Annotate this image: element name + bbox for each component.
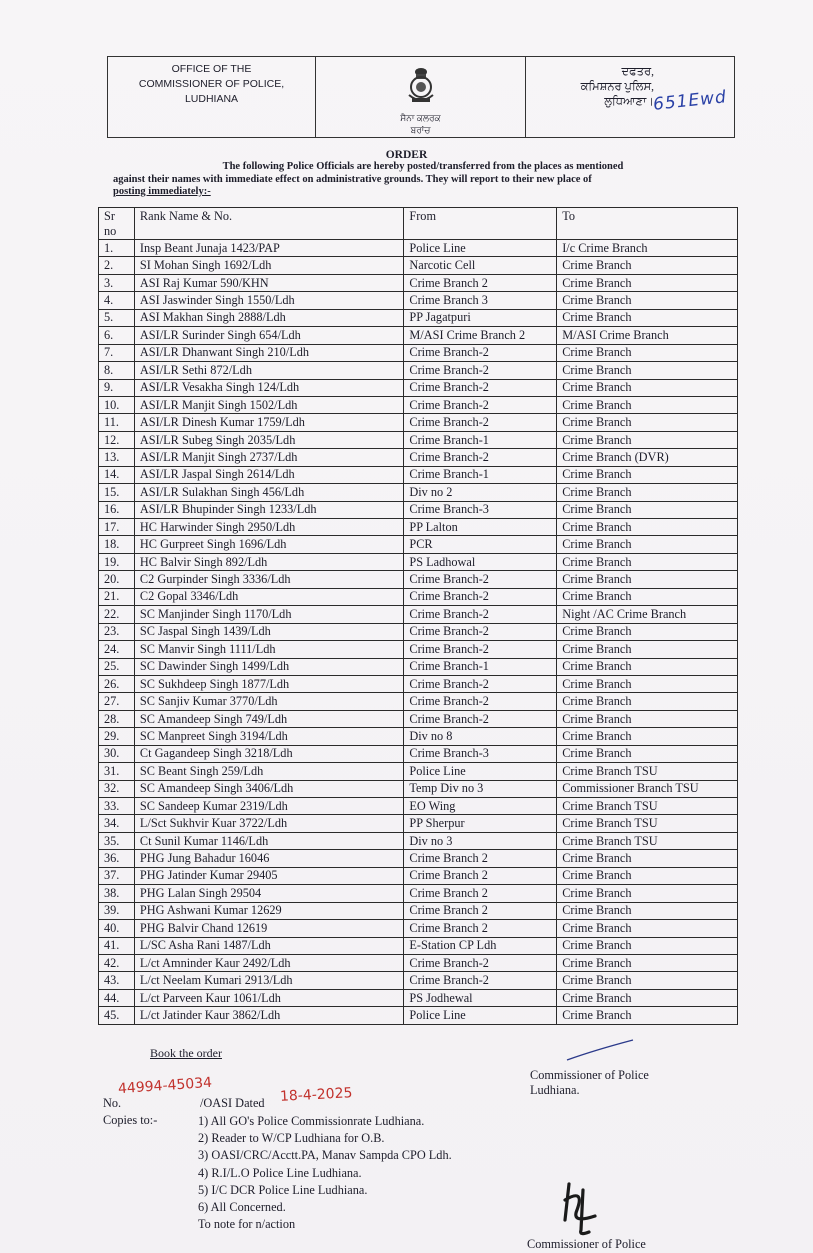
- cell-sr-no: 33.: [99, 798, 135, 815]
- header-from: From: [404, 208, 557, 240]
- cell-from: Crime Branch 2: [404, 920, 557, 937]
- table-row: [99, 902, 738, 919]
- cell-to: Crime Branch: [557, 850, 738, 867]
- cell-rank-name: SC Manpreet Singh 3194/Ldh: [134, 728, 403, 745]
- cell-rank-name: PHG Lalan Singh 29504: [134, 885, 403, 902]
- table-row: [99, 675, 738, 692]
- table-row: [99, 466, 738, 483]
- cell-from: Crime Branch-2: [404, 571, 557, 588]
- table-row: [99, 327, 738, 344]
- cell-sr-no: 14.: [99, 466, 135, 483]
- cell-rank-name: ASI/LR Jaspal Singh 2614/Ldh: [134, 466, 403, 483]
- cell-rank-name: C2 Gopal 3346/Ldh: [134, 588, 403, 605]
- cell-rank-name: SI Mohan Singh 1692/Ldh: [134, 257, 403, 274]
- office-name-english: [108, 57, 316, 137]
- cell-rank-name: ASI Makhan Singh 2888/Ldh: [134, 309, 403, 326]
- cell-rank-name: PHG Balvir Chand 12619: [134, 920, 403, 937]
- cell-sr-no: 7.: [99, 344, 135, 361]
- header-sr-no: Sr no: [99, 208, 135, 240]
- cell-rank-name: SC Sanjiv Kumar 3770/Ldh: [134, 693, 403, 710]
- copy-item: 1) All GO's Police Commissionrate Ludhiana.: [198, 1114, 425, 1128]
- cell-rank-name: SC Sandeep Kumar 2319/Ldh: [134, 798, 403, 815]
- table-row: [99, 832, 738, 849]
- cell-rank-name: SC Dawinder Singh 1499/Ldh: [134, 658, 403, 675]
- cell-rank-name: ASI/LR Sulakhan Singh 456/Ldh: [134, 484, 403, 501]
- cell-to: Crime Branch: [557, 867, 738, 884]
- table-row: [99, 274, 738, 291]
- cell-to: Commissioner Branch TSU: [557, 780, 738, 797]
- cell-to: Crime Branch: [557, 937, 738, 954]
- table-row: [99, 815, 738, 832]
- cell-rank-name: SC Amandeep Singh 3406/Ldh: [134, 780, 403, 797]
- cell-to: Crime Branch: [557, 641, 738, 658]
- table-row: [99, 763, 738, 780]
- cell-sr-no: 17.: [99, 519, 135, 536]
- office-line-pa: ਦਫਤਰ,: [621, 66, 654, 78]
- cell-rank-name: PHG Jung Bahadur 16046: [134, 850, 403, 867]
- cell-to: Crime Branch: [557, 484, 738, 501]
- cell-to: Crime Branch: [557, 675, 738, 692]
- table-row: [99, 867, 738, 884]
- signatory-title: Commissioner of Police: [530, 1068, 649, 1082]
- letterhead: [107, 56, 735, 138]
- cell-sr-no: 38.: [99, 885, 135, 902]
- branch-name-line: ਸੈਨਾ ਕਲਰਕ: [400, 113, 441, 123]
- cell-to: Crime Branch: [557, 1007, 738, 1024]
- cell-sr-no: 36.: [99, 850, 135, 867]
- table-header-row: [99, 208, 738, 240]
- cell-sr-no: 18.: [99, 536, 135, 553]
- table-row: [99, 536, 738, 553]
- table-row: [99, 519, 738, 536]
- cell-sr-no: 8.: [99, 362, 135, 379]
- cell-to: Crime Branch: [557, 588, 738, 605]
- cell-from: Crime Branch-2: [404, 641, 557, 658]
- copies-list: [198, 1113, 452, 1233]
- cell-rank-name: L/Sct Sukhvir Kuar 3722/Ldh: [134, 815, 403, 832]
- cell-from: Crime Branch-2: [404, 362, 557, 379]
- cell-to: Crime Branch: [557, 972, 738, 989]
- copies-label: Copies to:-: [103, 1113, 158, 1127]
- office-line-pa: ਲੁਧਿਆਣਾ।: [604, 96, 654, 108]
- cell-to: Crime Branch: [557, 519, 738, 536]
- no-label: No.: [103, 1096, 122, 1110]
- table-row: [99, 623, 738, 640]
- cell-sr-no: 12.: [99, 431, 135, 448]
- signature-icon: [555, 1180, 605, 1238]
- cell-rank-name: PHG Jatinder Kumar 29405: [134, 867, 403, 884]
- cell-from: Crime Branch-2: [404, 675, 557, 692]
- table-row: [99, 693, 738, 710]
- cell-from: E-Station CP Ldh: [404, 937, 557, 954]
- cell-rank-name: ASI/LR Manjit Singh 1502/Ldh: [134, 396, 403, 413]
- cell-from: Crime Branch-2: [404, 693, 557, 710]
- table-row: [99, 362, 738, 379]
- cell-sr-no: 45.: [99, 1007, 135, 1024]
- cell-sr-no: 28.: [99, 710, 135, 727]
- cell-from: Crime Branch-2: [404, 414, 557, 431]
- cell-from: Police Line: [404, 240, 557, 257]
- cell-to: Crime Branch: [557, 954, 738, 971]
- cell-rank-name: L/ct Parveen Kaur 1061/Ldh: [134, 989, 403, 1006]
- table-row: [99, 850, 738, 867]
- cell-sr-no: 42.: [99, 954, 135, 971]
- table-row: [99, 396, 738, 413]
- cell-to: Crime Branch: [557, 728, 738, 745]
- cell-to: Crime Branch TSU: [557, 832, 738, 849]
- cell-to: Crime Branch TSU: [557, 815, 738, 832]
- cell-rank-name: Ct Sunil Kumar 1146/Ldh: [134, 832, 403, 849]
- cell-rank-name: HC Harwinder Singh 2950/Ldh: [134, 519, 403, 536]
- cell-sr-no: 35.: [99, 832, 135, 849]
- cell-rank-name: C2 Gurpinder Singh 3336/Ldh: [134, 571, 403, 588]
- cell-rank-name: PHG Ashwani Kumar 12629: [134, 902, 403, 919]
- cell-rank-name: SC Jaspal Singh 1439/Ldh: [134, 623, 403, 640]
- cell-from: Crime Branch-2: [404, 396, 557, 413]
- cell-to: Crime Branch: [557, 379, 738, 396]
- cell-sr-no: 39.: [99, 902, 135, 919]
- cell-rank-name: ASI/LR Subeg Singh 2035/Ldh: [134, 431, 403, 448]
- cell-from: EO Wing: [404, 798, 557, 815]
- cell-from: Div no 3: [404, 832, 557, 849]
- cell-rank-name: SC Manjinder Singh 1170/Ldh: [134, 606, 403, 623]
- copy-item: To note for n/action: [198, 1217, 296, 1232]
- cell-to: Night /AC Crime Branch: [557, 606, 738, 623]
- table-row: [99, 780, 738, 797]
- intro-line: against their names with immediate effect on administrative grounds. They will report to their new place of: [113, 173, 592, 185]
- handwritten-reference: 651Ewd: [652, 87, 728, 115]
- cell-from: Temp Div no 3: [404, 780, 557, 797]
- cell-to: Crime Branch: [557, 536, 738, 553]
- cell-sr-no: 40.: [99, 920, 135, 937]
- cell-sr-no: 6.: [99, 327, 135, 344]
- table-row: [99, 501, 738, 518]
- cell-sr-no: 34.: [99, 815, 135, 832]
- cell-rank-name: ASI/LR Vesakha Singh 124/Ldh: [134, 379, 403, 396]
- table-row: [99, 606, 738, 623]
- cell-to: Crime Branch: [557, 274, 738, 291]
- table-row: [99, 745, 738, 762]
- table-row: [99, 588, 738, 605]
- cell-from: PP Jagatpuri: [404, 309, 557, 326]
- cell-from: Crime Branch-1: [404, 466, 557, 483]
- signatory-title-bottom: Commissioner of Police: [527, 1237, 646, 1251]
- signature-mark-icon: [565, 1036, 635, 1064]
- table-row: [99, 292, 738, 309]
- cell-rank-name: ASI/LR Sethi 872/Ldh: [134, 362, 403, 379]
- cell-from: Crime Branch-2: [404, 344, 557, 361]
- cell-from: PS Ladhowal: [404, 553, 557, 570]
- cell-sr-no: 44.: [99, 989, 135, 1006]
- copy-item: 3) OASI/CRC/Acctt.PA, Manav Sampda CPO Ldh.: [198, 1148, 452, 1163]
- cell-to: Crime Branch: [557, 710, 738, 727]
- office-line: LUDHIANA: [184, 93, 239, 105]
- copy-item: 5) I/C DCR Police Line Ludhiana.: [198, 1182, 368, 1197]
- copy-item: 4) R.I/L.O Police Line Ludhiana.: [198, 1165, 362, 1180]
- cell-from: Crime Branch-2: [404, 379, 557, 396]
- cell-sr-no: 4.: [99, 292, 135, 309]
- cell-rank-name: L/ct Amninder Kaur 2492/Ldh: [134, 954, 403, 971]
- cell-rank-name: HC Gurpreet Singh 1696/Ldh: [134, 536, 403, 553]
- table-row: [99, 484, 738, 501]
- table-row: [99, 641, 738, 658]
- table-row: [99, 553, 738, 570]
- table-row: [99, 885, 738, 902]
- table-row: [99, 449, 738, 466]
- cell-sr-no: 29.: [99, 728, 135, 745]
- cell-from: Crime Branch-2: [404, 710, 557, 727]
- cell-from: Crime Branch-1: [404, 658, 557, 675]
- table-row: [99, 1007, 738, 1024]
- signatory-block: [530, 1068, 649, 1098]
- cell-to: Crime Branch TSU: [557, 798, 738, 815]
- table-row: [99, 571, 738, 588]
- cell-from: PS Jodhewal: [404, 989, 557, 1006]
- table-body: [99, 240, 738, 1025]
- police-emblem-icon: [404, 65, 438, 105]
- cell-from: Crime Branch-2: [404, 954, 557, 971]
- table-row: [99, 379, 738, 396]
- branch-name-line: ਬਰਾਂਚ: [410, 125, 431, 135]
- cell-rank-name: Insp Beant Junaja 1423/PAP: [134, 240, 403, 257]
- cell-from: Narcotic Cell: [404, 257, 557, 274]
- table-row: [99, 431, 738, 448]
- cell-from: Crime Branch 2: [404, 850, 557, 867]
- table-row: [99, 344, 738, 361]
- cell-sr-no: 16.: [99, 501, 135, 518]
- cell-rank-name: SC Sukhdeep Singh 1877/Ldh: [134, 675, 403, 692]
- cell-rank-name: L/ct Jatinder Kaur 3862/Ldh: [134, 1007, 403, 1024]
- header-rank-name: Rank Name & No.: [134, 208, 403, 240]
- cell-to: Crime Branch: [557, 431, 738, 448]
- cell-rank-name: ASI/LR Surinder Singh 654/Ldh: [134, 327, 403, 344]
- cell-sr-no: 1.: [99, 240, 135, 257]
- cell-from: Crime Branch 2: [404, 885, 557, 902]
- cell-sr-no: 27.: [99, 693, 135, 710]
- cell-to: Crime Branch TSU: [557, 763, 738, 780]
- cell-sr-no: 22.: [99, 606, 135, 623]
- office-line: OFFICE OF THE: [171, 63, 252, 75]
- cell-from: Police Line: [404, 763, 557, 780]
- cell-from: Div no 8: [404, 728, 557, 745]
- order-intro: [113, 161, 733, 199]
- cell-sr-no: 37.: [99, 867, 135, 884]
- cell-rank-name: ASI Jaswinder Singh 1550/Ldh: [134, 292, 403, 309]
- table-row: [99, 728, 738, 745]
- cell-rank-name: Ct Gagandeep Singh 3218/Ldh: [134, 745, 403, 762]
- handwritten-date: 18-4-2025: [279, 1085, 353, 1105]
- table-row: [99, 309, 738, 326]
- table-row: [99, 972, 738, 989]
- cell-from: Crime Branch 2: [404, 867, 557, 884]
- cell-to: Crime Branch: [557, 571, 738, 588]
- table-row: [99, 414, 738, 431]
- cell-to: Crime Branch: [557, 292, 738, 309]
- posting-table: [98, 207, 738, 1025]
- cell-sr-no: 30.: [99, 745, 135, 762]
- office-line: COMMISSIONER OF POLICE,: [138, 78, 285, 90]
- table-row: [99, 920, 738, 937]
- table-row: [99, 257, 738, 274]
- cell-sr-no: 10.: [99, 396, 135, 413]
- cell-sr-no: 21.: [99, 588, 135, 605]
- cell-sr-no: 31.: [99, 763, 135, 780]
- cell-to: Crime Branch: [557, 885, 738, 902]
- cell-sr-no: 13.: [99, 449, 135, 466]
- table-row: [99, 658, 738, 675]
- cell-sr-no: 23.: [99, 623, 135, 640]
- cell-to: Crime Branch: [557, 989, 738, 1006]
- cell-from: Crime Branch-2: [404, 606, 557, 623]
- header-to: To: [557, 208, 738, 240]
- cell-to: Crime Branch: [557, 396, 738, 413]
- cell-rank-name: ASI Raj Kumar 590/KHN: [134, 274, 403, 291]
- cell-to: Crime Branch (DVR): [557, 449, 738, 466]
- oasi-dated-label: /OASI Dated: [200, 1096, 265, 1110]
- cell-rank-name: SC Beant Singh 259/Ldh: [134, 763, 403, 780]
- cell-from: Crime Branch-2: [404, 972, 557, 989]
- copy-item: 6) All Concerned.: [198, 1200, 286, 1215]
- cell-to: Crime Branch: [557, 362, 738, 379]
- cell-sr-no: 5.: [99, 309, 135, 326]
- cell-to: Crime Branch: [557, 693, 738, 710]
- cell-sr-no: 15.: [99, 484, 135, 501]
- cell-sr-no: 41.: [99, 937, 135, 954]
- cell-from: PP Lalton: [404, 519, 557, 536]
- cell-to: Crime Branch: [557, 902, 738, 919]
- cell-sr-no: 11.: [99, 414, 135, 431]
- cell-from: Police Line: [404, 1007, 557, 1024]
- cell-from: Crime Branch 3: [404, 292, 557, 309]
- cell-rank-name: HC Balvir Singh 892/Ldh: [134, 553, 403, 570]
- table-row: [99, 798, 738, 815]
- cell-from: PP Sherpur: [404, 815, 557, 832]
- cell-to: Crime Branch: [557, 745, 738, 762]
- cell-to: M/ASI Crime Branch: [557, 327, 738, 344]
- cell-sr-no: 2.: [99, 257, 135, 274]
- cell-from: Crime Branch-1: [404, 431, 557, 448]
- cell-from: Crime Branch 2: [404, 274, 557, 291]
- cell-to: Crime Branch: [557, 414, 738, 431]
- cell-rank-name: ASI/LR Dhanwant Singh 210/Ldh: [134, 344, 403, 361]
- cell-to: Crime Branch: [557, 344, 738, 361]
- cell-sr-no: 25.: [99, 658, 135, 675]
- table-row: [99, 954, 738, 971]
- cell-rank-name: ASI/LR Bhupinder Singh 1233/Ldh: [134, 501, 403, 518]
- cell-sr-no: 26.: [99, 675, 135, 692]
- cell-to: Crime Branch: [557, 920, 738, 937]
- table-row: [99, 240, 738, 257]
- cell-to: Crime Branch: [557, 501, 738, 518]
- cell-to: Crime Branch: [557, 658, 738, 675]
- emblem-cell: [316, 57, 526, 137]
- intro-line: posting immediately:-: [113, 186, 211, 197]
- cell-from: Crime Branch 2: [404, 902, 557, 919]
- cell-to: Crime Branch: [557, 309, 738, 326]
- cell-from: Crime Branch-2: [404, 449, 557, 466]
- handwritten-number: 44994-45034: [117, 1074, 213, 1098]
- cell-rank-name: ASI/LR Manjit Singh 2737/Ldh: [134, 449, 403, 466]
- cell-to: Crime Branch: [557, 553, 738, 570]
- cell-rank-name: ASI/LR Dinesh Kumar 1759/Ldh: [134, 414, 403, 431]
- cell-sr-no: 32.: [99, 780, 135, 797]
- office-name-punjabi: [526, 57, 734, 137]
- table-row: [99, 710, 738, 727]
- cell-sr-no: 9.: [99, 379, 135, 396]
- dispatch-number-line: [103, 1096, 265, 1111]
- intro-line: The following Police Officials are hereby posted/transferred from the places as mentioned: [222, 161, 624, 172]
- cell-to: Crime Branch: [557, 257, 738, 274]
- cell-rank-name: SC Amandeep Singh 749/Ldh: [134, 710, 403, 727]
- signatory-city: Ludhiana.: [530, 1083, 580, 1097]
- cell-to: Crime Branch: [557, 623, 738, 640]
- cell-sr-no: 3.: [99, 274, 135, 291]
- cell-rank-name: L/SC Asha Rani 1487/Ldh: [134, 937, 403, 954]
- table-row: [99, 937, 738, 954]
- cell-sr-no: 20.: [99, 571, 135, 588]
- cell-from: Crime Branch-3: [404, 501, 557, 518]
- cell-sr-no: 43.: [99, 972, 135, 989]
- cell-to: Crime Branch: [557, 466, 738, 483]
- cell-rank-name: SC Manvir Singh 1111/Ldh: [134, 641, 403, 658]
- office-line-pa: ਕਮਿਸ਼ਨਰ ਪੁਲਿਸ,: [580, 81, 654, 93]
- cell-to: I/c Crime Branch: [557, 240, 738, 257]
- order-title: ORDER: [385, 149, 428, 161]
- cell-from: PCR: [404, 536, 557, 553]
- cell-rank-name: L/ct Neelam Kumari 2913/Ldh: [134, 972, 403, 989]
- table-row: [99, 989, 738, 1006]
- cell-sr-no: 19.: [99, 553, 135, 570]
- cell-from: Crime Branch-2: [404, 588, 557, 605]
- cell-from: M/ASI Crime Branch 2: [404, 327, 557, 344]
- copy-item: 2) Reader to W/CP Ludhiana for O.B.: [198, 1131, 385, 1146]
- book-the-order: Book the order: [150, 1046, 222, 1060]
- cell-sr-no: 24.: [99, 641, 135, 658]
- cell-from: Div no 2: [404, 484, 557, 501]
- cell-from: Crime Branch-2: [404, 623, 557, 640]
- cell-from: Crime Branch-3: [404, 745, 557, 762]
